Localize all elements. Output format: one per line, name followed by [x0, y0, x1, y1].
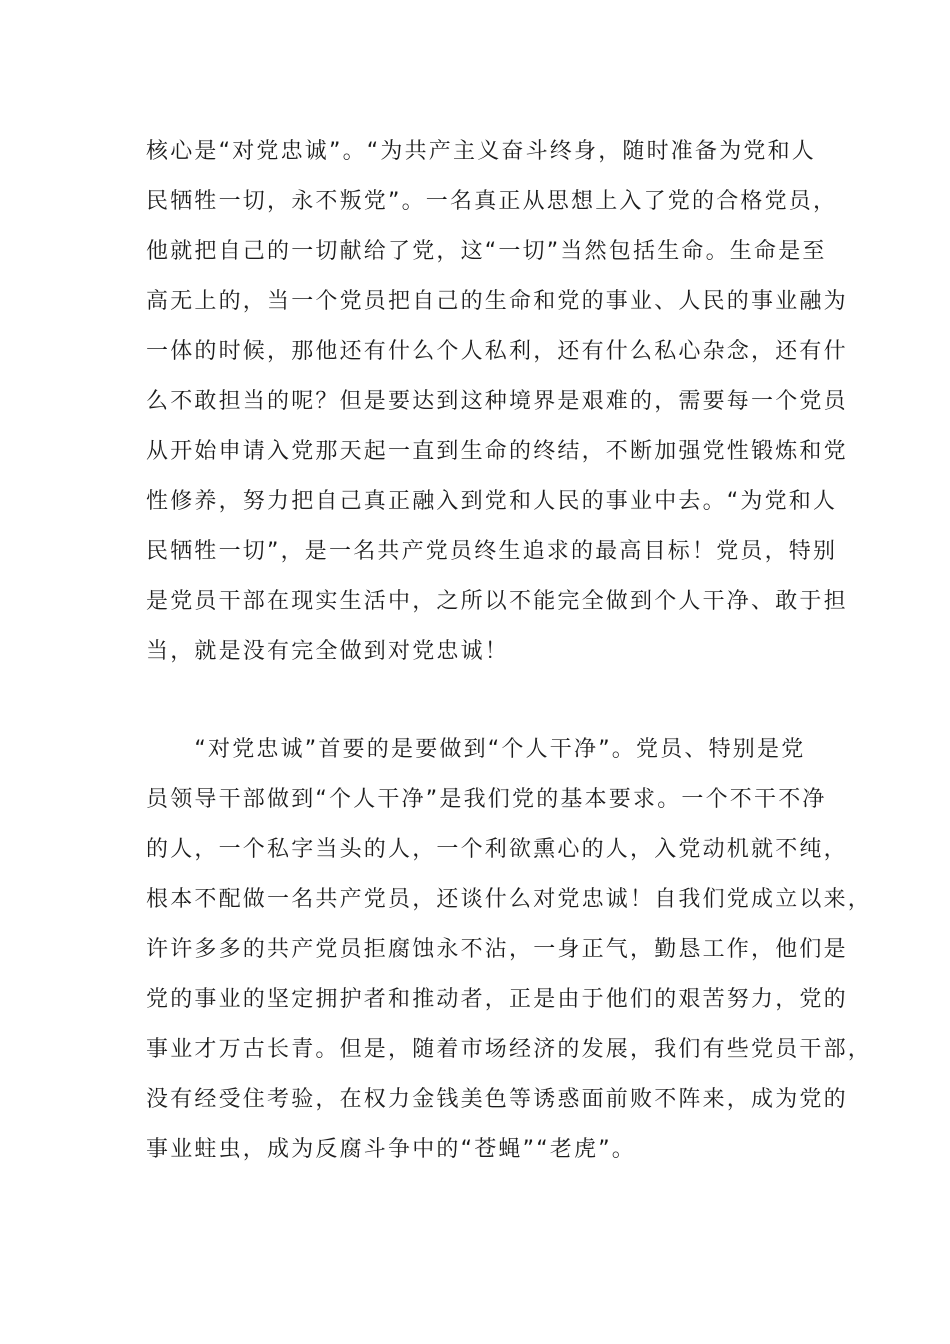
- text-line: 事业蛀虫，成为反腐斗争中的“苍蝇”“老虎”。: [146, 1137, 636, 1162]
- paragraph-2: [146, 725, 873, 1175]
- text-line: 员领导干部做到“个人干净”是我们党的基本要求。一个不干不净: [146, 787, 827, 812]
- text-line: 根本不配做一名共产党员，还谈什么对党忠诚！自我们党成立以来，: [146, 887, 873, 912]
- text-line: 党的事业的坚定拥护者和推动者，正是由于他们的艰苦努力，党的: [146, 987, 848, 1012]
- text-line: 性修养，努力把自己真正融入到党和人民的事业中去。“为党和人: [146, 489, 838, 514]
- text-line: 核心是“对党忠诚”。“为共产主义奋斗终身，随时准备为党和人: [146, 139, 816, 164]
- text-line: 的人，一个私字当头的人，一个利欲熏心的人，入党动机就不纯，: [146, 837, 848, 862]
- paragraph-1: [146, 127, 848, 677]
- text-line: 高无上的，当一个党员把自己的生命和党的事业、人民的事业融为: [146, 289, 848, 314]
- text-line: 他就把自己的一切献给了党，这“一切”当然包括生命。生命是至: [146, 239, 827, 264]
- text-line: 当，就是没有完全做到对党忠诚！: [146, 639, 510, 664]
- text-line: 从开始申请入党那天起一直到生命的终结，不断加强党性锻炼和党: [146, 439, 848, 464]
- text-line: 么不敢担当的呢？但是要达到这种境界是艰难的，需要每一个党员: [146, 389, 848, 414]
- text-line: 一体的时候，那他还有什么个人私利，还有什么私心杂念，还有什: [146, 339, 848, 364]
- text-line: “对党忠诚”首要的是要做到“个人干净”。党员、特别是党: [146, 737, 806, 762]
- text-line: 民牺牲一切，永不叛党”。一名真正从思想上入了党的合格党员，: [146, 189, 838, 214]
- text-line: 许许多多的共产党员拒腐蚀永不沾，一身正气，勤恳工作，他们是: [146, 937, 848, 962]
- text-line: 没有经受住考验，在权力金钱美色等诱惑面前败不阵来，成为党的: [146, 1087, 848, 1112]
- text-line: 是党员干部在现实生活中，之所以不能完全做到个人干净、敢于担: [146, 589, 848, 614]
- text-line: 民牺牲一切”，是一名共产党员终生追求的最高目标！党员，特别: [146, 539, 838, 564]
- text-line: 事业才万古长青。但是，随着市场经济的发展，我们有些党员干部，: [146, 1037, 873, 1062]
